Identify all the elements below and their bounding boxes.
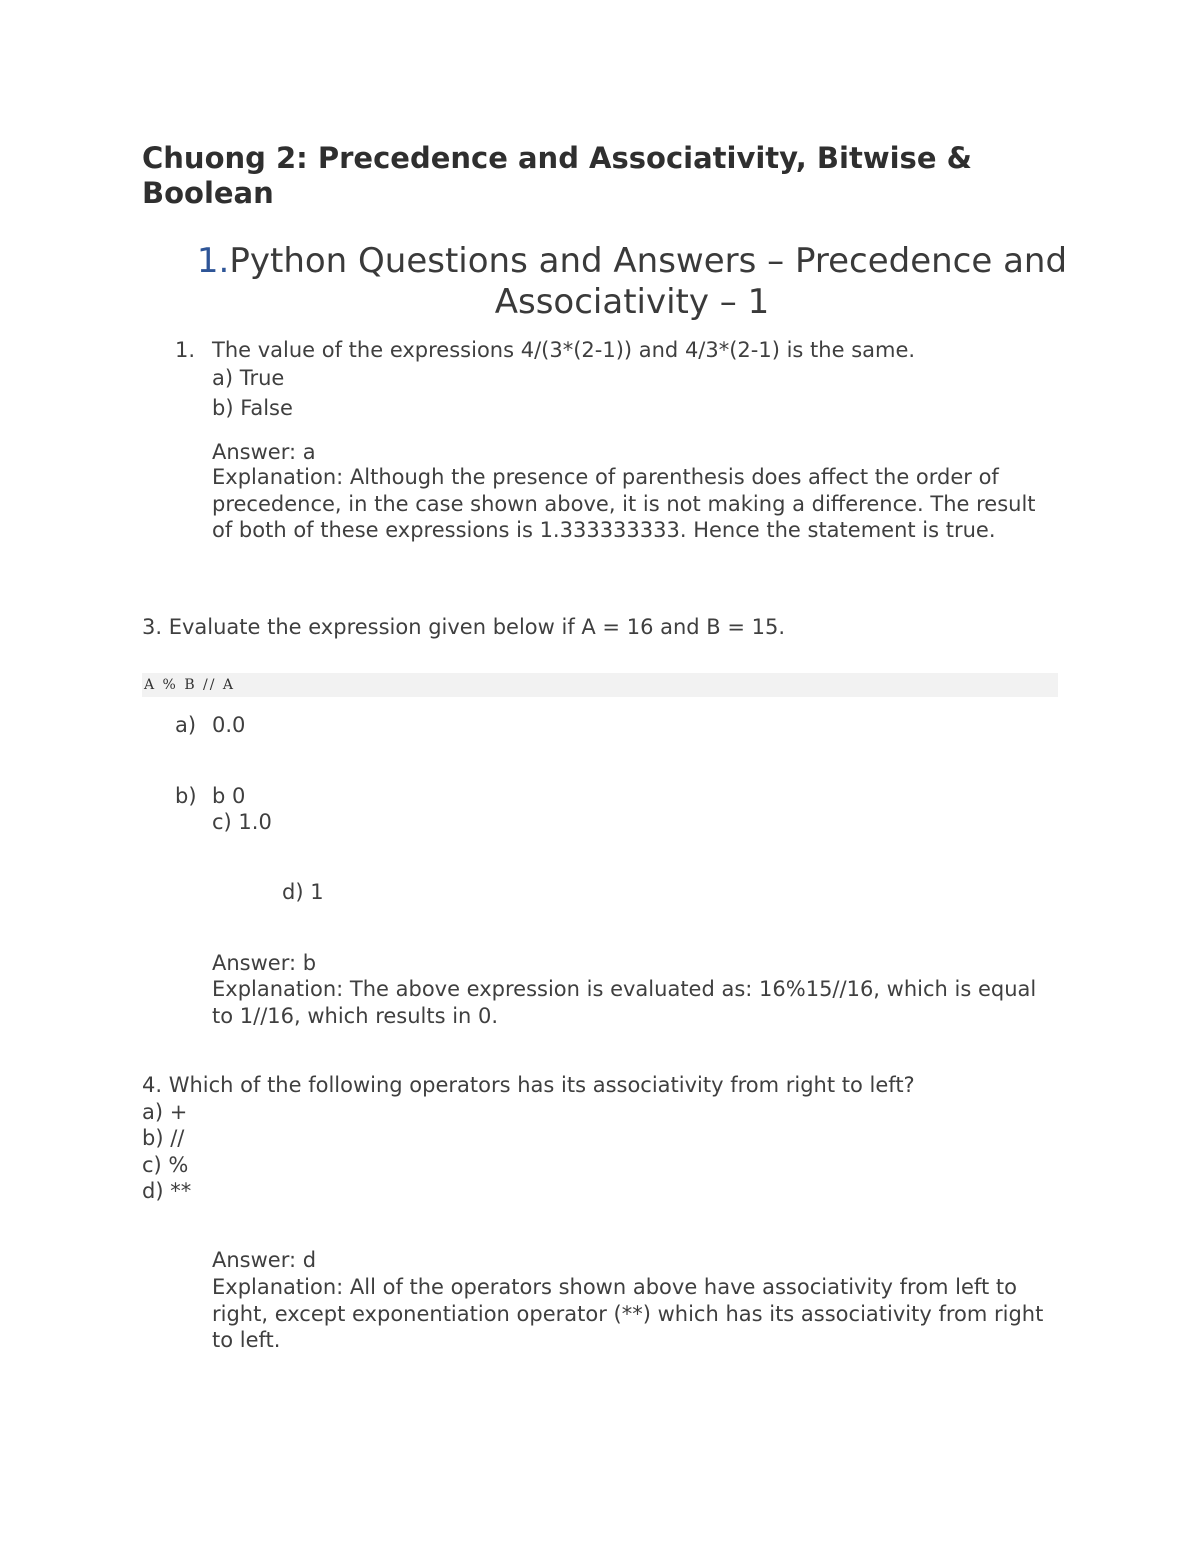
q4-option-a: a) + (142, 1100, 188, 1124)
q3-option-a: 0.0 (212, 713, 246, 737)
q3-option-d: d) 1 (282, 880, 324, 904)
q3-explanation: Explanation: The above expression is evaluated as: 16%15//16, which is equal to 1//16, which results in 0. (212, 977, 1037, 1028)
q1-question: The value of the expressions 4/(3*(2-1)) and 4/3*(2-1) is the same. (212, 338, 916, 362)
section-number: 1. (196, 241, 230, 281)
q1-option-a: a) True (212, 366, 285, 390)
q4-question: 4. Which of the following operators has its associativity from right to left? (142, 1073, 915, 1097)
q3-code-block: A % B // A (142, 673, 1058, 697)
q1-option-b: b) False (212, 396, 293, 420)
q3-option-a-marker: a) (175, 713, 197, 737)
chapter-title: Chuong 2: Precedence and Associativity, Bitwise & Boolean (142, 141, 972, 210)
q4-option-d: d) ** (142, 1179, 192, 1203)
q3-option-b-marker: b) (175, 784, 197, 808)
q4-explanation: Explanation: All of the operators shown above have associativity from left to right, except exponentiation operator (**) which has its associativity from right to left. (212, 1275, 1044, 1352)
q3-question: 3. Evaluate the expression given below if A = 16 and B = 15. (142, 615, 786, 639)
q4-answer: Answer: d (212, 1248, 317, 1272)
q3-answer: Answer: b (212, 951, 317, 975)
q1-explanation: Explanation: Although the presence of parenthesis does affect the order of precedence, in the case shown above, it is not making a difference. The result of both of these expressions is 1.333333333. Hence the statement is true. (212, 465, 1036, 542)
q1-answer: Answer: a (212, 440, 316, 464)
q3-option-c: c) 1.0 (212, 810, 272, 834)
q4-option-c: c) % (142, 1153, 189, 1177)
section-heading (142, 241, 1122, 323)
q4-option-b: b) // (142, 1126, 185, 1150)
q3-option-b: b 0 (212, 784, 246, 808)
q1-number: 1. (175, 338, 196, 362)
section-title: Python Questions and Answers – Precedence and Associativity – 1 (229, 241, 1068, 322)
